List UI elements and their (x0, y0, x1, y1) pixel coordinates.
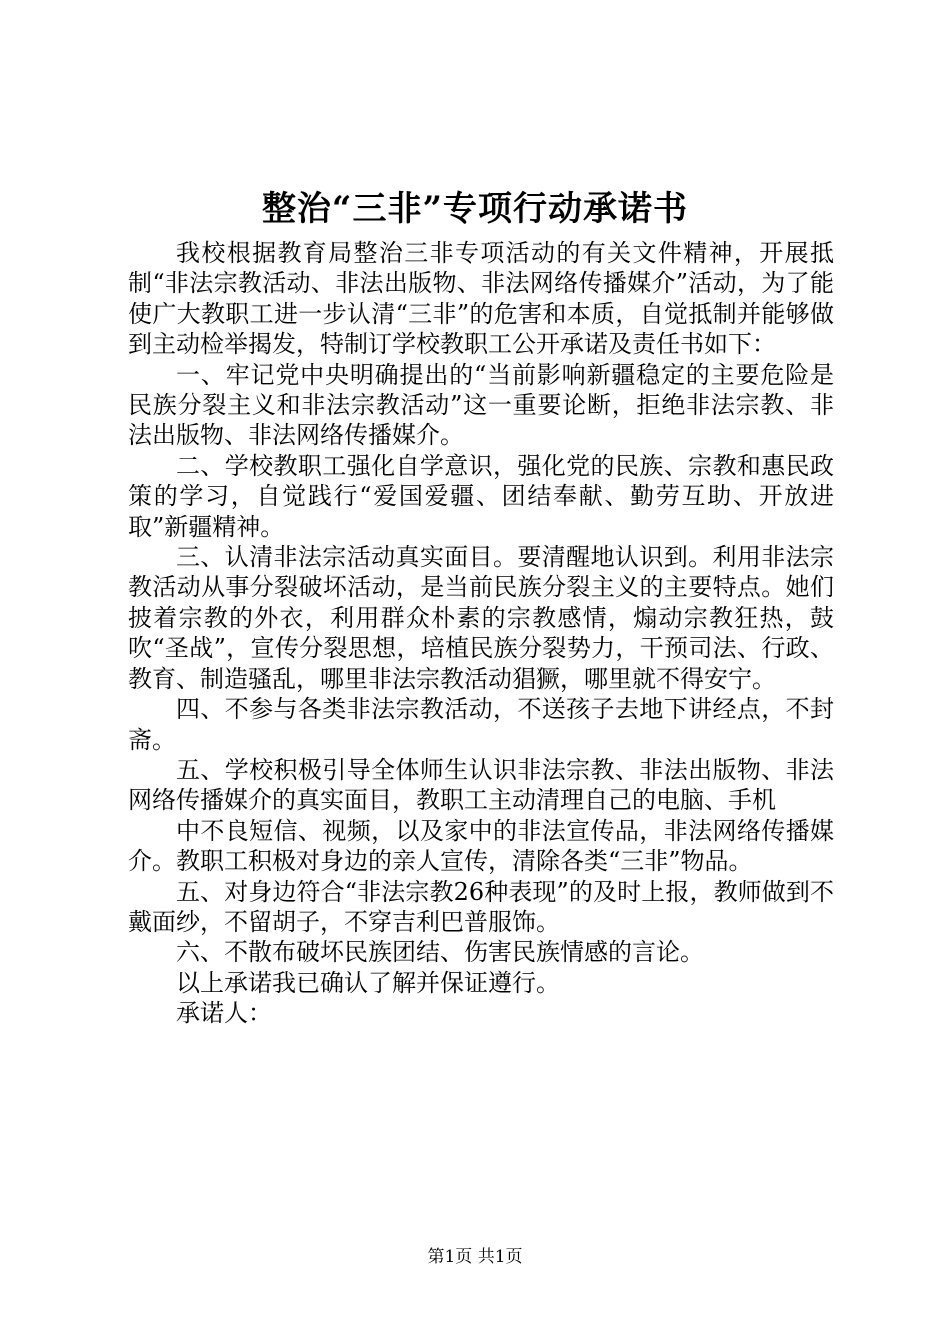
signatory-label: 承诺人： (176, 999, 272, 1028)
document-title: 整治“三非”专项行动承诺书 (261, 189, 689, 229)
document-body (128, 238, 834, 1029)
commitment-item-5b: 五、对身边符合“非法宗教26种表现”的及时上报，教师做到不戴面纱，不留胡子，不穿吉利巴普服饰。 (128, 877, 834, 936)
commitment-item-1: 一、牢记党中央明确提出的“当前影响新疆稳定的主要危险是民族分裂主义和非法宗教活动”这一重要论断，拒绝非法宗教、非法出版物、非法网络传播媒介。 (128, 360, 834, 450)
page-number-footer: 第1页 共1页 (427, 1247, 523, 1267)
commitment-item-4: 四、不参与各类非法宗教活动，不送孩子去地下讲经点，不封斋。 (128, 695, 834, 754)
commitment-item-3: 三、认清非法宗活动真实面目。要清醒地认识到。利用非法宗教活动从事分裂破坏活动，是当前民族分裂主义的主要特点。她们披着宗教的外衣，利用群众朴素的宗教感情，煽动宗教狂热，鼓吹“圣战”，宣传分裂思想，培植民族分裂势力，干预司法、行政、教育、制造骚乱，哪里非法宗教活动猖獗，哪里就不得安宁。 (128, 543, 834, 693)
confirmation-statement: 以上承诺我已确认了解并保证遵行。 (176, 968, 560, 997)
commitment-item-6: 六、不散布破坏民族团结、伤害民族情感的言论。 (176, 938, 704, 967)
commitment-item-2: 二、学校教职工强化自学意识，强化党的民族、宗教和惠民政策的学习，自觉践行“爱国爱疆、团结奉献、勤劳互助、开放进取”新疆精神。 (128, 451, 834, 541)
intro-paragraph: 我校根据教育局整治三非专项活动的有关文件精神，开展抵制“非法宗教活动、非法出版物、非法网络传播媒介”活动，为了能使广大教职工进一步认清“三非”的危害和本质，自觉抵制并能够做到主动检举揭发，特制订学校教职工公开承诺及责任书如下： (128, 239, 834, 359)
commitment-item-5: 五、学校积极引导全体师生认识非法宗教、非法出版物、非法网络传播媒介的真实面目，教职工主动清理自己的电脑、手机 (128, 755, 834, 815)
commitment-item-5-continued: 中不良短信、视频，以及家中的非法宣传品，非法网络传播媒介。教职工积极对身边的亲人宣传，清除各类“三非”物品。 (128, 816, 834, 876)
